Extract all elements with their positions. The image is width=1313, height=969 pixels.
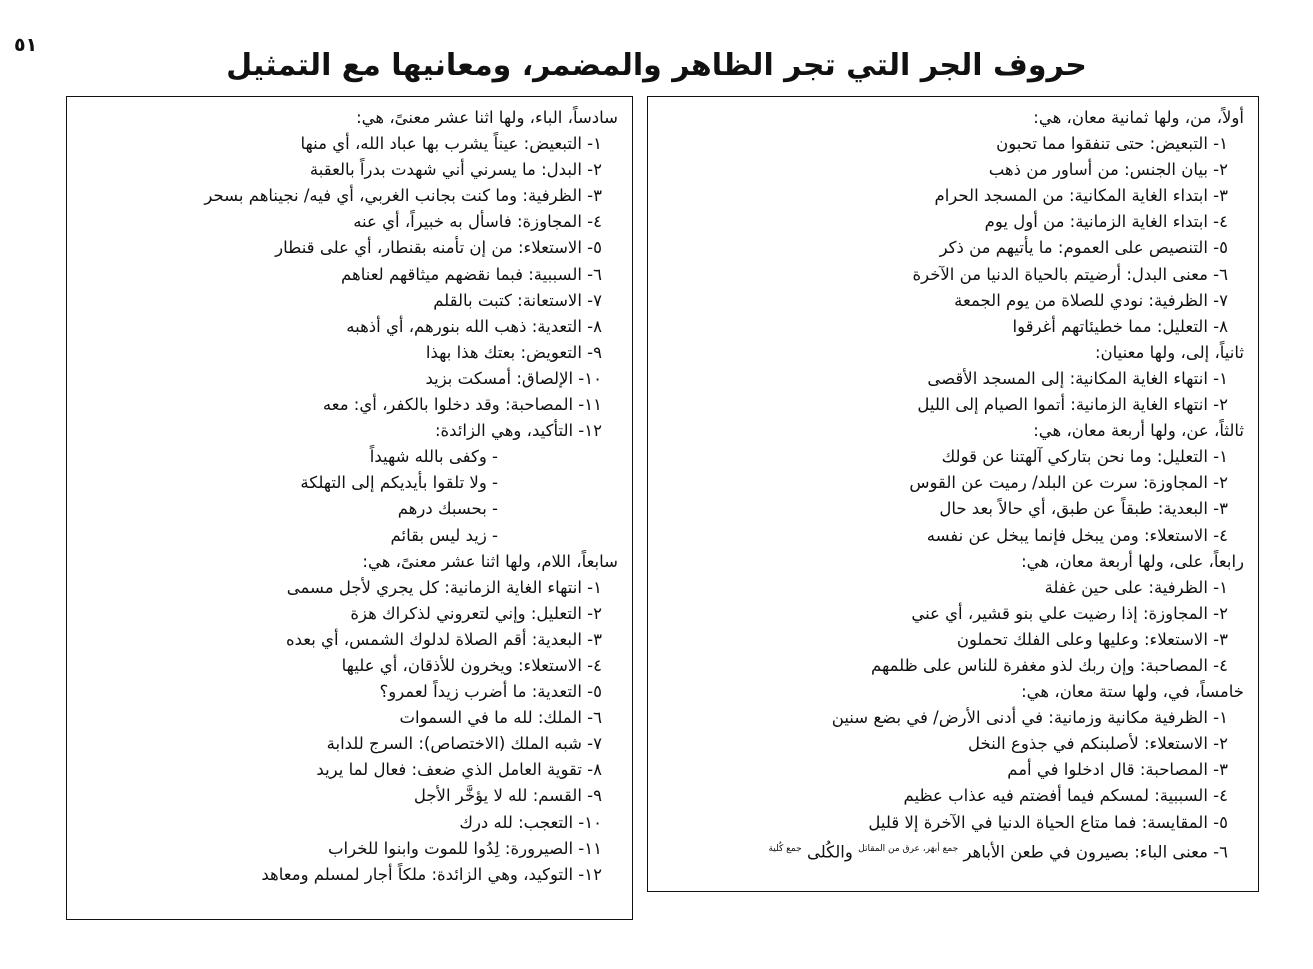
list-item: ٦- الملك: لله ما في السموات — [399, 708, 602, 728]
sub-example-line: - زيد ليس بقائم — [390, 525, 498, 545]
list-item: ٨- التعدية: ذهب الله بنورهم، أي أذهبه — [346, 316, 602, 336]
footnote-gloss: جمع كُلية — [768, 843, 802, 854]
list-item: ٣- الاستعلاء: وعليها وعلى الفلك تحملون — [956, 629, 1228, 649]
list-item: ١- التعليل: وما نحن بتاركي آلهتنا عن قولك — [941, 447, 1228, 467]
list-item: ٧- الاستعانة: كتبت بالقلم — [433, 290, 602, 310]
list-item: ٢- البدل: ما يسرني أني شهدت بدراً بالعقبة — [309, 160, 602, 180]
list-item: ١- التبعيض: عيناً يشرب بها عباد الله، أي منها — [300, 134, 602, 154]
sub-example-line: - وكفى بالله شهيداً — [369, 447, 498, 467]
section-heading: خامساً، في، ولها ستة معان، هي: — [1021, 682, 1244, 702]
section-heading: رابعاً، على، ولها أربعة معان، هي: — [1021, 551, 1244, 571]
list-item: ١٠- التعجب: لله درك — [459, 812, 602, 832]
list-item: ٢- المجاوزة: سرت عن البلد/ رميت عن القوس — [909, 473, 1228, 493]
list-item: ٥- الاستعلاء: من إن تأمنه بقنطار، أي على قنطار — [275, 238, 602, 258]
left-column-box — [66, 96, 633, 920]
list-item: ١- انتهاء الغاية المكانية: إلى المسجد الأقصى — [927, 368, 1228, 388]
list-item: ٢- التعليل: وإني لتعروني لذكراك هزة — [350, 603, 602, 623]
section-heading: سابعاً، اللام، ولها اثنا عشر معنىً، هي: — [362, 551, 618, 571]
list-item: ٤- السببية: لمسكم فيما أفضتم فيه عذاب عظيم — [903, 786, 1228, 806]
right-column-box — [647, 96, 1259, 892]
list-item: ٤- الاستعلاء: ومن يبخل فإنما يبخل عن نفسه — [926, 525, 1228, 545]
list-item — [658, 836, 1244, 862]
list-item: ١١- المصاحبة: وقد دخلوا بالكفر، أي: معه — [322, 395, 602, 415]
section-heading: ثانياً، إلى، ولها معنيان: — [1094, 342, 1244, 362]
list-item: ٧- الظرفية: نودي للصلاة من يوم الجمعة — [954, 290, 1228, 310]
list-item: ٦- معنى البدل: أرضيتم بالحياة الدنيا من الآخرة — [912, 264, 1228, 284]
list-item: ١٠- الإلصاق: أمسكت بزيد — [425, 368, 602, 388]
list-item: ٣- المصاحبة: قال ادخلوا في أمم — [1007, 760, 1228, 780]
list-item: ٢- بيان الجنس: من أساور من ذهب — [988, 160, 1228, 180]
section-heading: أولاً، من، ولها ثمانية معان، هي: — [1033, 108, 1244, 127]
list-item: ٨- تقوية العامل الذي ضعف: فعال لما يريد — [316, 760, 602, 780]
list-item-text: ٦- معنى الباء: بصيرون في طعن الأباهر — [963, 842, 1228, 862]
list-item: ٢- الاستعلاء: لأصلبنكم في جذوع النخل — [968, 734, 1228, 754]
list-item: ١- الظرفية: على حين غفلة — [1044, 577, 1228, 597]
sub-example-line: - ولا تلقوا بأيديكم إلى التهلكة — [300, 473, 498, 493]
list-item: ٤- الاستعلاء: ويخرون للأذقان، أي عليها — [341, 655, 602, 675]
list-item: ٤- المصاحبة: وإن ربك لذو مغفرة للناس على ظلمهم — [871, 655, 1228, 675]
list-item: ٨- التعليل: مما خطيئاتهم أغرقوا — [1012, 316, 1228, 336]
list-item: ٤- ابتداء الغاية الزمانية: من أول يوم — [984, 212, 1228, 232]
list-item: ٣- الظرفية: وما كنت بجانب الغربي، أي فيه/ نجيناهم بسحر — [204, 186, 602, 206]
list-item: ٥- التنصيص على العموم: ما يأتيهم من ذكر — [939, 238, 1228, 258]
section-heading: سادساً، الباء، ولها اثنا عشر معنىً، هي: — [356, 108, 618, 127]
list-item: ٢- المجاوزة: إذا رضيت علي بنو قشير، أي عني — [911, 603, 1228, 623]
list-item: ١٢- التوكيد، وهي الزائدة: ملكاً أجار لمسلم ومعاهد — [261, 864, 602, 884]
list-item: ٩- القسم: لله لا يؤخَّر الأجل — [413, 786, 602, 806]
list-item: ٦- السببية: فبما نقضهم ميثاقهم لعناهم — [341, 264, 602, 284]
list-item: ١- الظرفية مكانية وزمانية: في أدنى الأرض/ في بضع سنين — [831, 708, 1228, 728]
list-item: ١- التبعيض: حتى تنفقوا مما تحبون — [996, 134, 1228, 154]
list-item-text: والكُلى — [806, 842, 853, 862]
page-title: حروف الجر التي تجر الظاهر والمضمر، ومعانيها مع التمثيل — [226, 48, 1087, 83]
list-item: ٣- ابتداء الغاية المكانية: من المسجد الحرام — [934, 186, 1228, 206]
list-item: ٧- شبه الملك (الاختصاص): السرج للدابة — [326, 734, 602, 754]
list-item: ٣- البعدية: أقم الصلاة لدلوك الشمس، أي بعده — [285, 629, 602, 649]
list-item: ٥- التعدية: ما أضرب زيداً لعمرو؟ — [379, 682, 602, 702]
list-item: ١٢- التأكيد، وهي الزائدة: — [434, 421, 602, 441]
list-item: ٩- التعويض: بعتك هذا بهذا — [425, 342, 602, 362]
list-item: ٣- البعدية: طبقاً عن طبق، أي حالاً بعد حال — [939, 499, 1228, 519]
list-item: ١- انتهاء الغاية الزمانية: كل يجري لأجل مسمى — [286, 577, 602, 597]
list-item: ٤- المجاوزة: فاسأل به خبيراً، أي عنه — [353, 212, 602, 232]
list-item: ٥- المقايسة: فما متاع الحياة الدنيا في الآخرة إلا قليل — [868, 812, 1228, 832]
sub-example-line: - بحسبك درهم — [397, 499, 498, 519]
list-item: ٢- انتهاء الغاية الزمانية: أتموا الصيام إلى الليل — [917, 395, 1228, 415]
list-item: ١١- الصيرورة: لِدُوا للموت وابنوا للخراب — [328, 838, 602, 858]
section-heading: ثالثاً، عن، ولها أربعة معان، هي: — [1033, 421, 1244, 441]
page-number: ٥١ — [14, 34, 38, 56]
footnote-gloss: جمع أبهَر، عرق من المقاتل — [858, 843, 959, 854]
